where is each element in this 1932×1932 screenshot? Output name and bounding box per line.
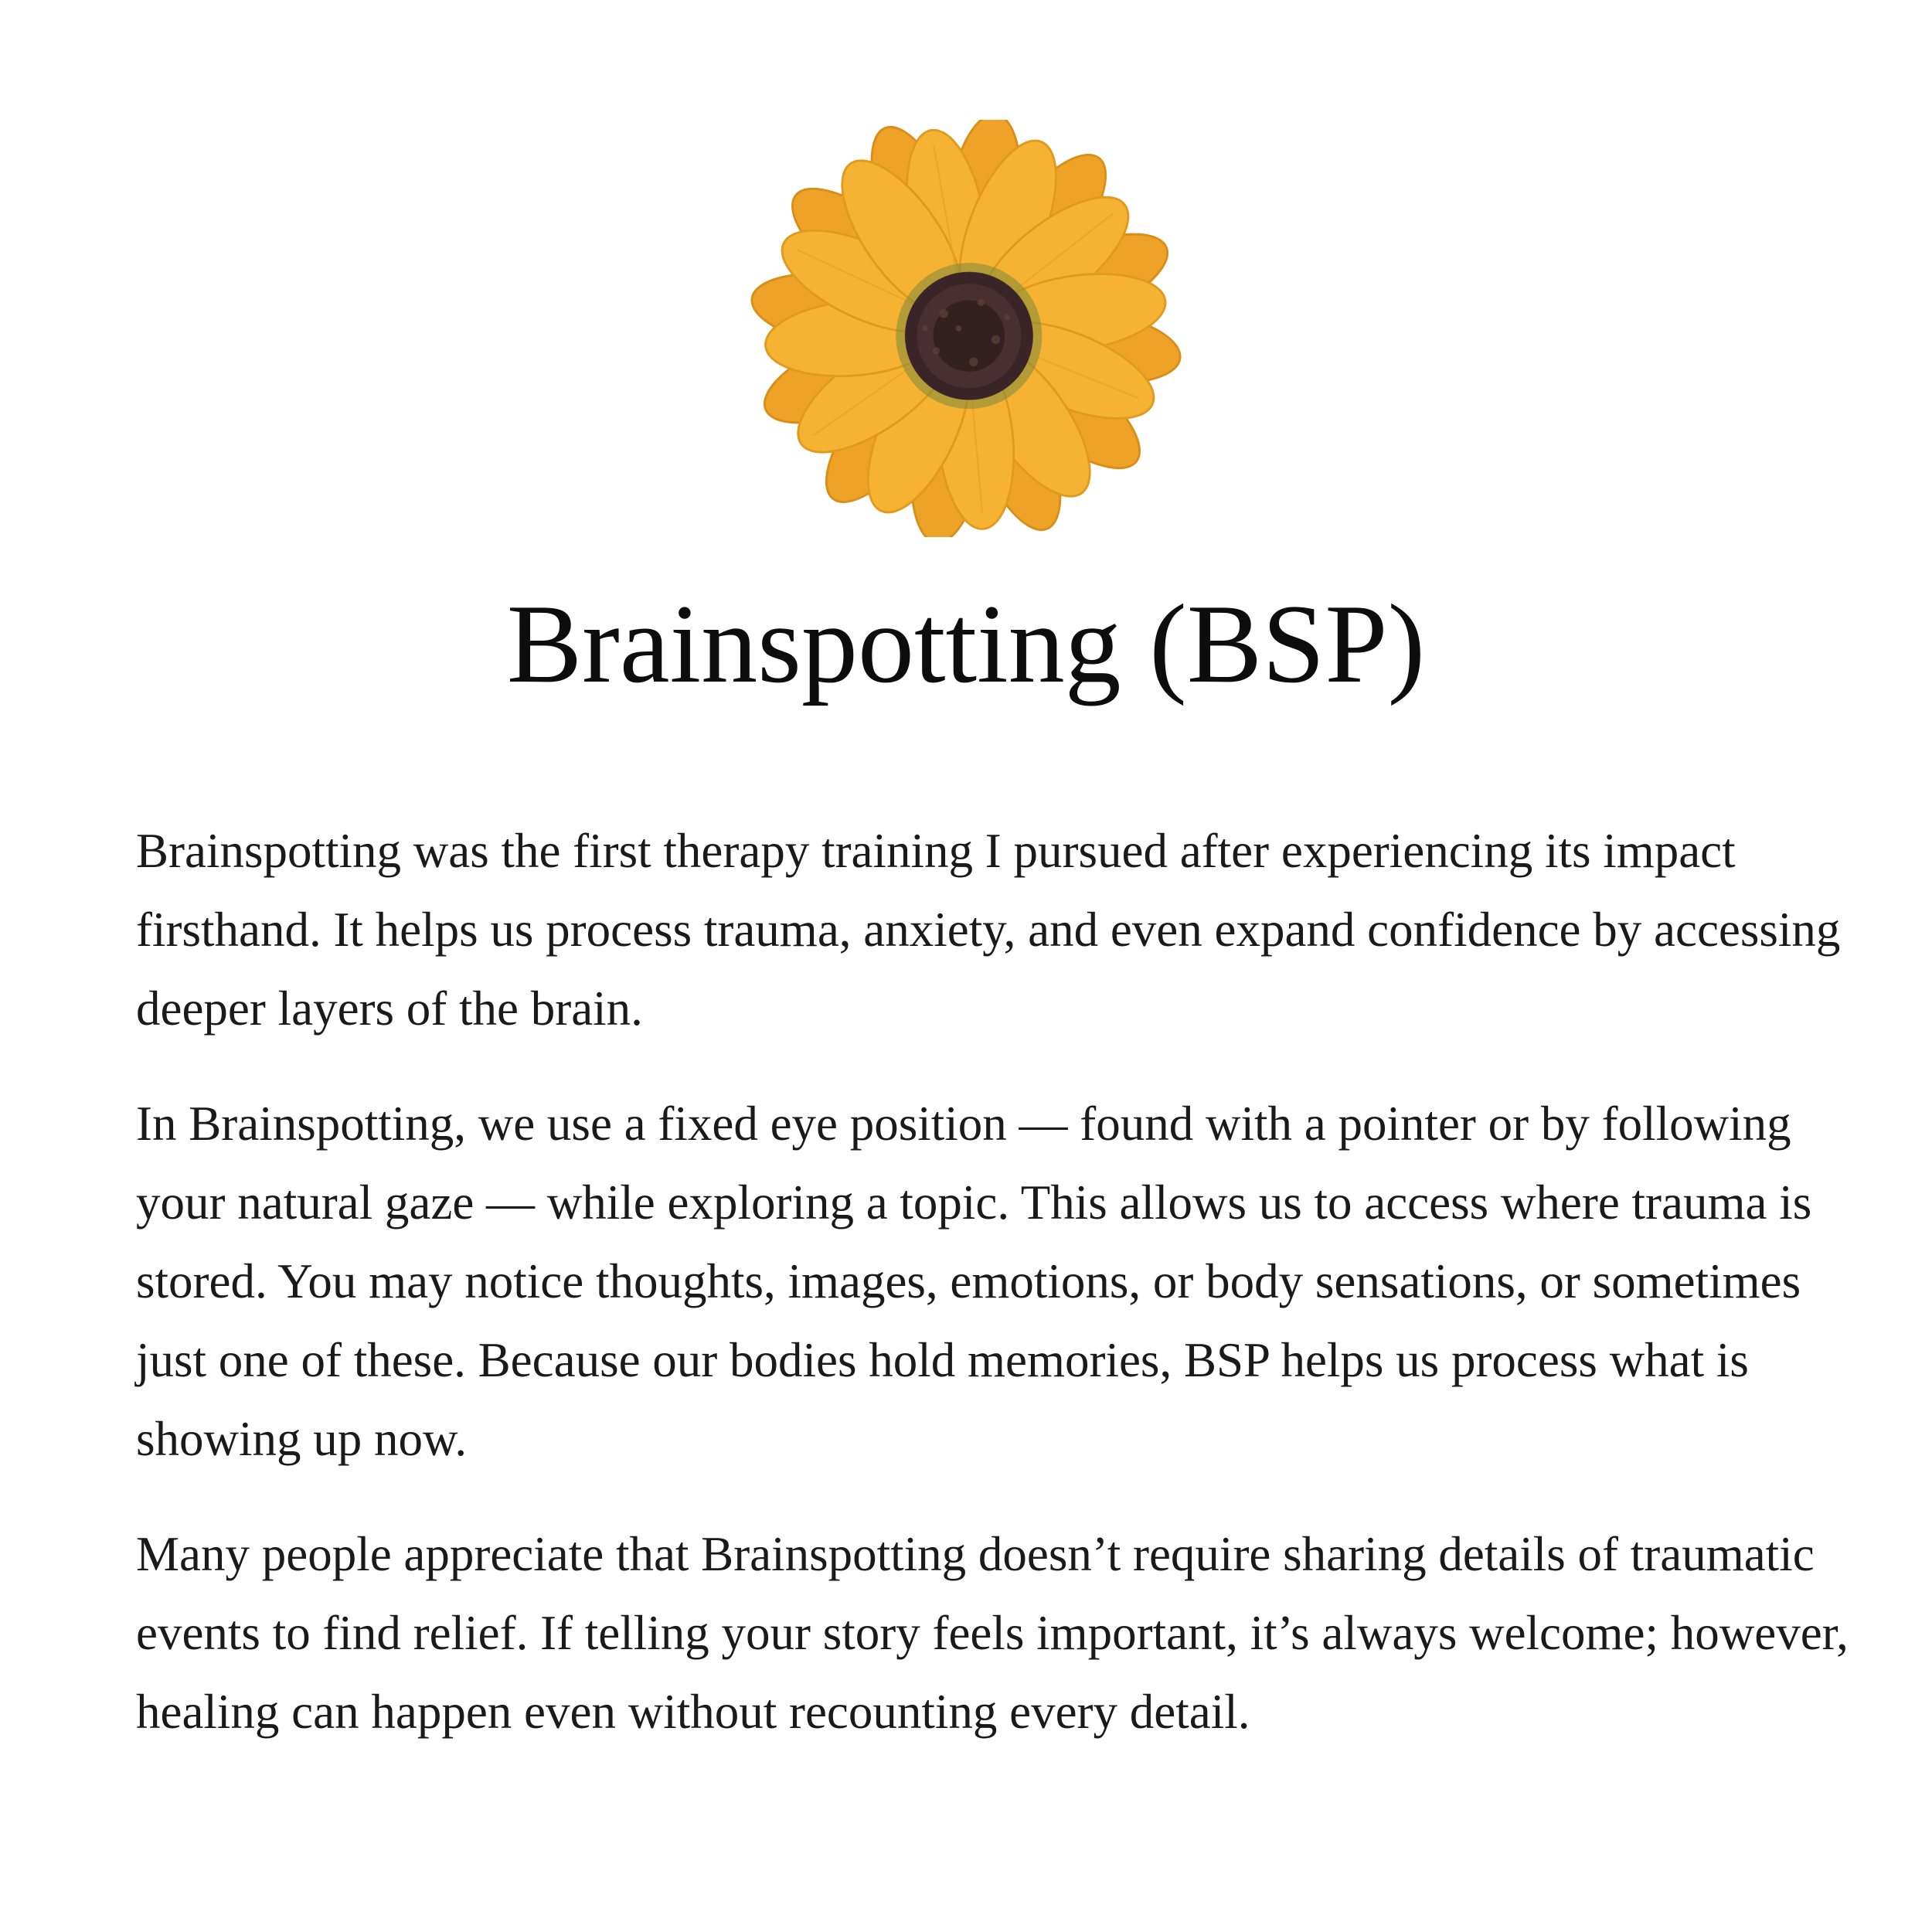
- paragraph-details: Many people appreciate that Brainspotting doesn’t require sharing details of traumatic events to find relief. If telling your story feels important, it’s always welcome; however, healing can happen even without recounting every detail.: [136, 1527, 1849, 1739]
- body-text: [136, 811, 1867, 1787]
- paragraph-method: In Brainspotting, we use a fixed eye position — found with a pointer or by following your natural gaze — while exploring a topic. This allows us to access where trauma is stored. You may notice thoughts, images, emotions, or body sensations, or sometimes just one of these. Because our bodies hold memories, BSP helps us process what is showing up now.: [136, 1097, 1812, 1466]
- paragraph-intro: Brainspotting was the first therapy training I pursued after experiencing its impact firsthand. It helps us process trauma, anxiety, and even expand confidence by accessing deeper layers of the brain.: [136, 824, 1841, 1036]
- sunflower-image: [742, 120, 1190, 537]
- page-title: Brainspotting (BSP): [506, 581, 1426, 706]
- sunflower-icon: [742, 120, 1190, 537]
